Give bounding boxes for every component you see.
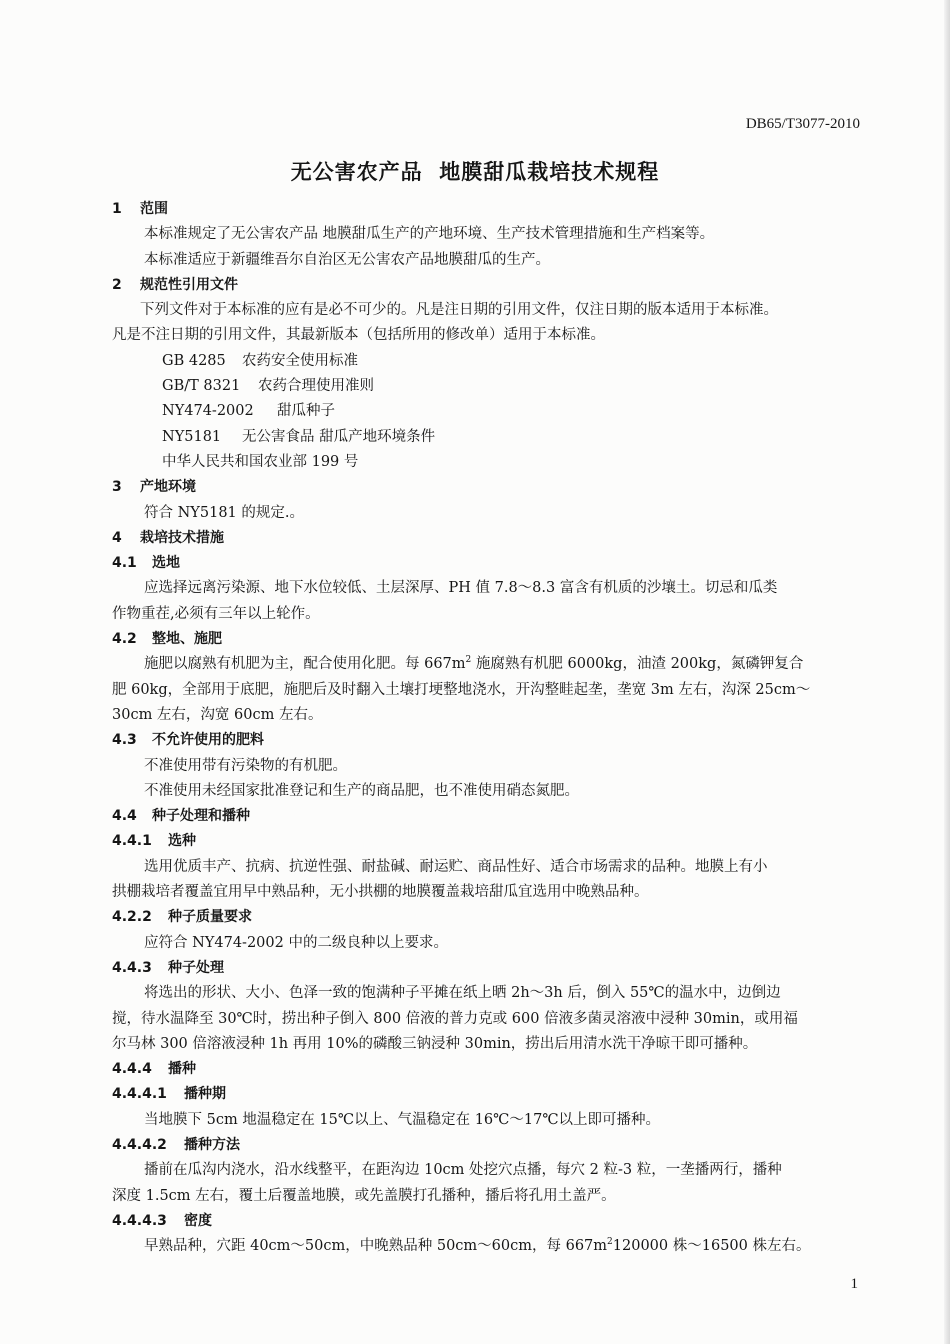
subsection-heading bbox=[112, 804, 860, 829]
document-body bbox=[112, 197, 860, 1259]
section-title: 选地 bbox=[152, 555, 180, 572]
section-title: 整地、施肥 bbox=[152, 631, 222, 648]
section-number: 1 bbox=[112, 201, 122, 217]
paragraph-continuation: 30cm 左右，沟宽 60cm 左右。 bbox=[112, 706, 323, 723]
section-heading bbox=[112, 273, 860, 298]
paragraph: 应符合 NY474-2002 中的二级良种以上要求。 bbox=[144, 934, 448, 951]
paragraph: 不准使用未经国家批准登记和生产的商品肥，也不准使用硝态氮肥。 bbox=[144, 782, 579, 799]
section-number: 4.4.4 bbox=[112, 1061, 152, 1078]
section-heading bbox=[112, 526, 860, 551]
reference-item: 中华人民共和国农业部 199 号 bbox=[162, 453, 359, 470]
paragraph bbox=[112, 1234, 860, 1259]
section-title: 种子质量要求 bbox=[168, 909, 252, 926]
subsection-heading bbox=[112, 728, 860, 753]
section-heading bbox=[112, 197, 860, 222]
section-number: 4.4 bbox=[112, 808, 137, 825]
section-title: 不允许使用的肥料 bbox=[152, 732, 264, 749]
reference-code: GB/T 8321 bbox=[162, 378, 241, 395]
subsection-heading bbox=[112, 905, 860, 930]
standard-code: DB65/T3077-2010 bbox=[745, 116, 860, 132]
paragraph: 将选出的形状、大小、色泽一致的饱满种子平摊在纸上晒 2h～3h 后，倒入 55℃的温水中，边倒边 bbox=[144, 985, 781, 1002]
section-number: 4.4.3 bbox=[112, 959, 152, 976]
paragraph: 当地膜下 5cm 地温稳定在 15℃以上、气温稳定在 16℃～17℃以上即可播种。 bbox=[144, 1111, 661, 1128]
page-edge-shadow bbox=[944, 0, 950, 1344]
paragraph: 不准使用带有污染物的有机肥。 bbox=[144, 757, 347, 774]
subsection-heading bbox=[112, 1133, 860, 1158]
section-title: 范围 bbox=[140, 201, 168, 217]
text-run: 施腐熟有机肥 6000kg，油渣 200kg，氮磷钾复合 bbox=[471, 656, 804, 673]
text-run: 施肥以腐熟有机肥为主，配合使用化肥。每 667m bbox=[144, 656, 466, 673]
reference-code: NY5181 bbox=[162, 428, 222, 445]
subsection-heading bbox=[112, 551, 860, 576]
paragraph: 选用优质丰产、抗病、抗逆性强、耐盐碱、耐运贮、商品性好、适合市场需求的品种。地膜上有小 bbox=[144, 858, 768, 875]
paragraph: 本标准适应于新疆维吾尔自治区无公害农产品地膜甜瓜的生产。 bbox=[144, 251, 550, 268]
section-title: 种子处理 bbox=[168, 959, 224, 976]
paragraph bbox=[112, 652, 860, 677]
paragraph-continuation: 拱棚栽培者覆盖宜用早中熟品种，无小拱棚的地膜覆盖栽培甜瓜宜选用中晚熟品种。 bbox=[112, 884, 649, 901]
subsection-heading bbox=[112, 1082, 860, 1107]
paragraph: 本标准规定了无公害农产品 地膜甜瓜生产的产地环境、生产技术管理措施和生产档案等。 bbox=[144, 226, 715, 243]
section-number: 2 bbox=[112, 276, 122, 293]
reference-item bbox=[112, 349, 860, 374]
section-number: 4.4.4.1 bbox=[112, 1086, 167, 1103]
document-title: 无公害农产品 地膜甜瓜栽培技术规程 bbox=[290, 160, 660, 184]
section-number: 4.3 bbox=[112, 732, 137, 749]
section-number: 4 bbox=[112, 529, 122, 546]
section-number: 4.4.1 bbox=[112, 833, 152, 850]
section-number: 4.2.2 bbox=[112, 909, 152, 926]
section-title: 播种期 bbox=[184, 1086, 226, 1103]
reference-item bbox=[112, 399, 860, 424]
section-title: 种子处理和播种 bbox=[152, 808, 250, 825]
reference-name: 无公害食品 甜瓜产地环境条件 bbox=[242, 428, 436, 445]
paragraph: 播前在瓜沟内浇水，沿水线整平，在距沟边 10cm 处挖穴点播，每穴 2 粒-3 粒，一垄播两行，播种 bbox=[144, 1162, 782, 1179]
section-title: 播种 bbox=[168, 1061, 196, 1078]
section-title: 播种方法 bbox=[184, 1136, 240, 1153]
subsection-heading bbox=[112, 627, 860, 652]
section-number: 4.1 bbox=[112, 555, 137, 572]
subsection-heading bbox=[112, 829, 860, 854]
reference-item bbox=[112, 374, 860, 399]
section-number: 4.4.4.3 bbox=[112, 1212, 167, 1229]
paragraph-continuation: 搅，待水温降至 30℃时，捞出种子倒入 800 倍液的普力克或 600 倍液多菌灵溶液中浸种 30min，或用福 bbox=[112, 1010, 798, 1027]
reference-code: GB 4285 bbox=[162, 352, 226, 369]
subsection-heading bbox=[112, 1209, 860, 1234]
section-title: 产地环境 bbox=[140, 479, 196, 496]
section-number: 4.2 bbox=[112, 631, 137, 648]
text-run: 早熟品种，穴距 40cm～50cm，中晚熟品种 50cm～60cm，每 667m bbox=[144, 1238, 608, 1255]
superscript: 2 bbox=[607, 1237, 613, 1248]
paragraph: 符合 NY5181 的规定.。 bbox=[144, 504, 304, 521]
section-number: 3 bbox=[112, 479, 122, 496]
paragraph: 下列文件对于本标准的应有是必不可少的。凡是注日期的引用文件，仅注日期的版本适用于本标准。 bbox=[140, 302, 778, 319]
reference-name: 农药安全使用标准 bbox=[242, 352, 358, 369]
subsection-heading bbox=[112, 956, 860, 981]
section-title: 栽培技术措施 bbox=[140, 529, 224, 546]
section-title: 规范性引用文件 bbox=[140, 276, 238, 293]
paragraph: 应选择远离污染源、地下水位较低、土层深厚、PH 值 7.8～8.3 富含有机质的沙壤土。切忌和瓜类 bbox=[144, 580, 778, 597]
reference-name: 甜瓜种子 bbox=[277, 403, 335, 420]
reference-item bbox=[112, 425, 860, 450]
text-run: 120000 株～16500 株左右。 bbox=[612, 1238, 811, 1255]
reference-name: 农药合理使用准则 bbox=[258, 378, 374, 395]
section-title: 选种 bbox=[168, 833, 196, 850]
page-number: 1 bbox=[850, 1276, 858, 1292]
subsection-heading bbox=[112, 1057, 860, 1082]
paragraph-continuation: 深度 1.5cm 左右，覆土后覆盖地膜，或先盖膜打孔播种，播后将孔用土盖严。 bbox=[112, 1187, 616, 1204]
reference-code: NY474-2002 bbox=[162, 403, 254, 420]
section-heading bbox=[112, 475, 860, 500]
section-number: 4.4.4.2 bbox=[112, 1136, 167, 1153]
paragraph-continuation: 作物重茬,必须有三年以上轮作。 bbox=[112, 605, 320, 622]
paragraph-continuation: 尔马林 300 倍溶液浸种 1h 再用 10%的磷酸三钠浸种 30min，捞出后用清水洗干净晾干即可播种。 bbox=[112, 1035, 758, 1052]
section-title: 密度 bbox=[184, 1212, 212, 1229]
paragraph-continuation: 肥 60kg，全部用于底肥，施肥后及时翻入土壤打埂整地浇水，开沟整畦起垄，垄宽 3m 左右，沟深 25cm～ bbox=[112, 681, 811, 698]
superscript: 2 bbox=[465, 655, 472, 666]
paragraph-continuation: 凡是不注日期的引用文件，其最新版本（包括所用的修改单）适用于本标准。 bbox=[112, 327, 605, 344]
